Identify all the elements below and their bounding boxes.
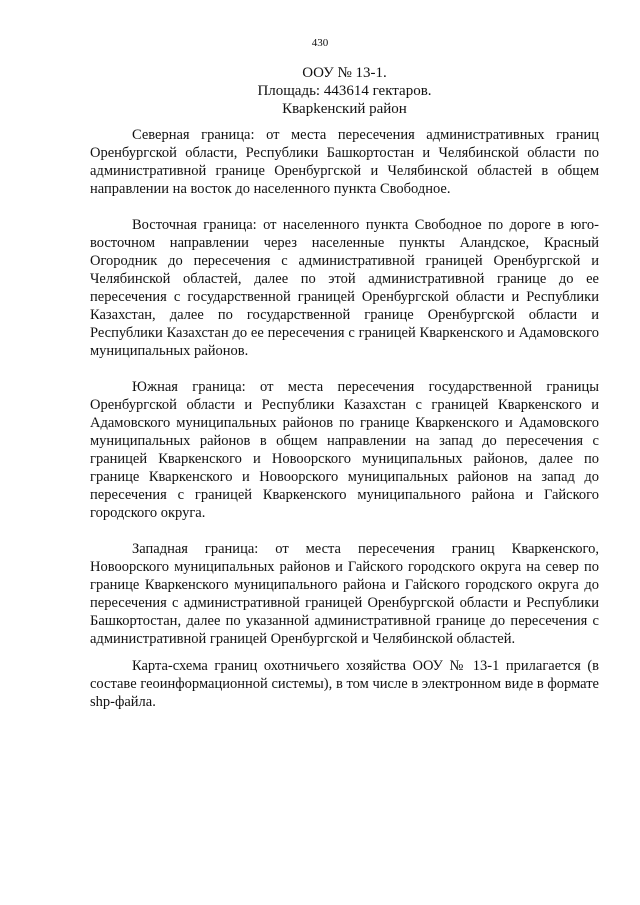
page-number: 430 bbox=[311, 37, 329, 49]
document-body bbox=[90, 126, 599, 711]
heading-title: ООУ № 13-1. bbox=[302, 65, 387, 81]
paragraph-west-border: Западная граница: от места пересечения границ Кваркенского, Новоорского муниципальных районов и Гайского городского округа на север по границе Кваркенского муниципального района и Гайского городского округа до пересечения с административной границей Оренбургской области и Республики Башкортостан, далее по указанной административной границе до пересечения с административной границей Оренбургской и Челябинской областей. bbox=[90, 541, 599, 647]
paragraph-east-border: Восточная граница: от населенного пункта Свободное по дороге в юго-восточном направлении через населенные пункты Аландское, Красный Огородник до пересечения с административной границей Оренбургской и Челябинской областей, далее по этой административной границе до ее пересечения с государственной границей Оренбургской области и Республики Казахстан, далее по государственной границе Оренбургской области и Республики Казахстан до ее пересечения с границей Кваркенского и Адамовского муниципальных районов. bbox=[90, 217, 599, 359]
heading-district: Кварkенский район bbox=[282, 101, 407, 117]
heading-area: Площадь: 443614 гектаров. bbox=[257, 83, 432, 99]
paragraph-map-note: Карта-схема границ охотничьего хозяйства ООУ № 13-1 прилагается (в составе геоинформационной системы), в том числе в электронном виде в формате shp-файла. bbox=[90, 658, 599, 710]
paragraph-south-border: Южная граница: от места пересечения государственной границы Оренбургской области и Республики Казахстан с границей Кваркенского и Адамовского муниципальных районов по границе Кваркенского и Адамовского муниципальных районов в общем направлении на запад до пересечения с границей Кваркенского и Новоорского муниципальных районов, далее по границе Кваркенского и Новоорского муниципальных районов на запад до пересечения с границей Кваркенского муниципального района и Гайского городского округа. bbox=[90, 379, 599, 521]
paragraph-north-border: Северная граница: от места пересечения административных границ Оренбургской области, Республики Башкортостан и Челябинской области по административной границе Оренбургской и Челябинской областей в общем направлении на восток до населенного пункта Свободное. bbox=[90, 127, 599, 197]
document-heading bbox=[90, 64, 599, 118]
